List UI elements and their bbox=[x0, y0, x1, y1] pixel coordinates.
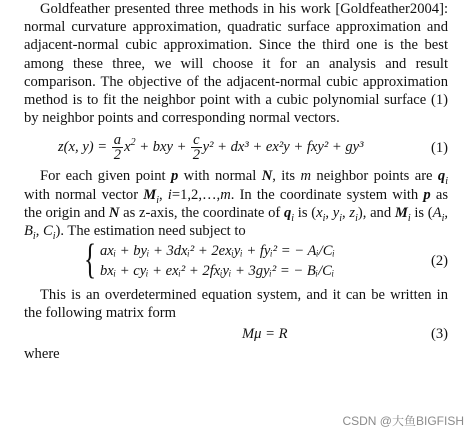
equation-3-body: Mμ = R bbox=[242, 325, 288, 342]
fraction-a-over-2: $\frac{a}{2}$ bbox=[113, 132, 122, 164]
equation-1 bbox=[24, 127, 448, 167]
equation-1-number: (1) bbox=[430, 140, 448, 157]
equation-2-number: (2) bbox=[430, 253, 448, 270]
where-label: where bbox=[24, 345, 60, 362]
watermark: CSDN @大鱼BIGFISH bbox=[342, 413, 464, 428]
fraction-c-over-2: $\frac{c}{2}$ bbox=[192, 132, 201, 164]
paragraph-overdetermined: This is an overdetermined equation system, and it can be written in the following matrix form bbox=[24, 287, 448, 322]
equation-2-line-1: axᵢ + byᵢ + 3dxᵢ² + 2exᵢyᵢ + fyᵢ² = − Aᵢ/Cᵢ bbox=[100, 243, 335, 260]
equation-1-body: z(x, y) = $\frac{a}{2}$ $x^2$ + bxy + $\frac{c}{2}$ y² + dx³ + ex²y + fxy² + gy³ bbox=[58, 132, 364, 164]
equation-2-lines bbox=[100, 242, 335, 282]
paragraph-neighbors: For each given point p with normal N, its m neighbor points are $q_i$ with normal vector $M_i$, i=1,2,…,m. In the coordinate system with p as the origin and N as z-axis, the coordinate of $q_i$ is ($x_i$, $y_i$, $z_i$), and $M_i$ is ($A_i$, $B_i$, $C_i$). The estimation need subject to bbox=[24, 168, 449, 242]
paper-body bbox=[24, 0, 448, 363]
paragraph-intro: Goldfeather presented three methods in his work [Goldfeather2004]: normal curvature approximation, quadratic surface approximation and adjacent-normal cubic approximation. Since the third one is the best among these three, we will choose it for an analysis and result comparison. The objective of the adjacent-normal cubic approximation method is to fit the neighbor point with a cubic polynomial surface (1) by neighbor points and corresponding normal vectors. bbox=[24, 1, 448, 127]
equation-3 bbox=[24, 323, 448, 345]
equation-2 bbox=[24, 237, 448, 286]
equation-3-number: (3) bbox=[430, 325, 448, 342]
left-brace: { bbox=[84, 237, 97, 284]
equation-2-line-2: bxᵢ + cyᵢ + exᵢ² + 2fxᵢyᵢ + 3gyᵢ² = − Bᵢ/Cᵢ bbox=[100, 263, 335, 280]
